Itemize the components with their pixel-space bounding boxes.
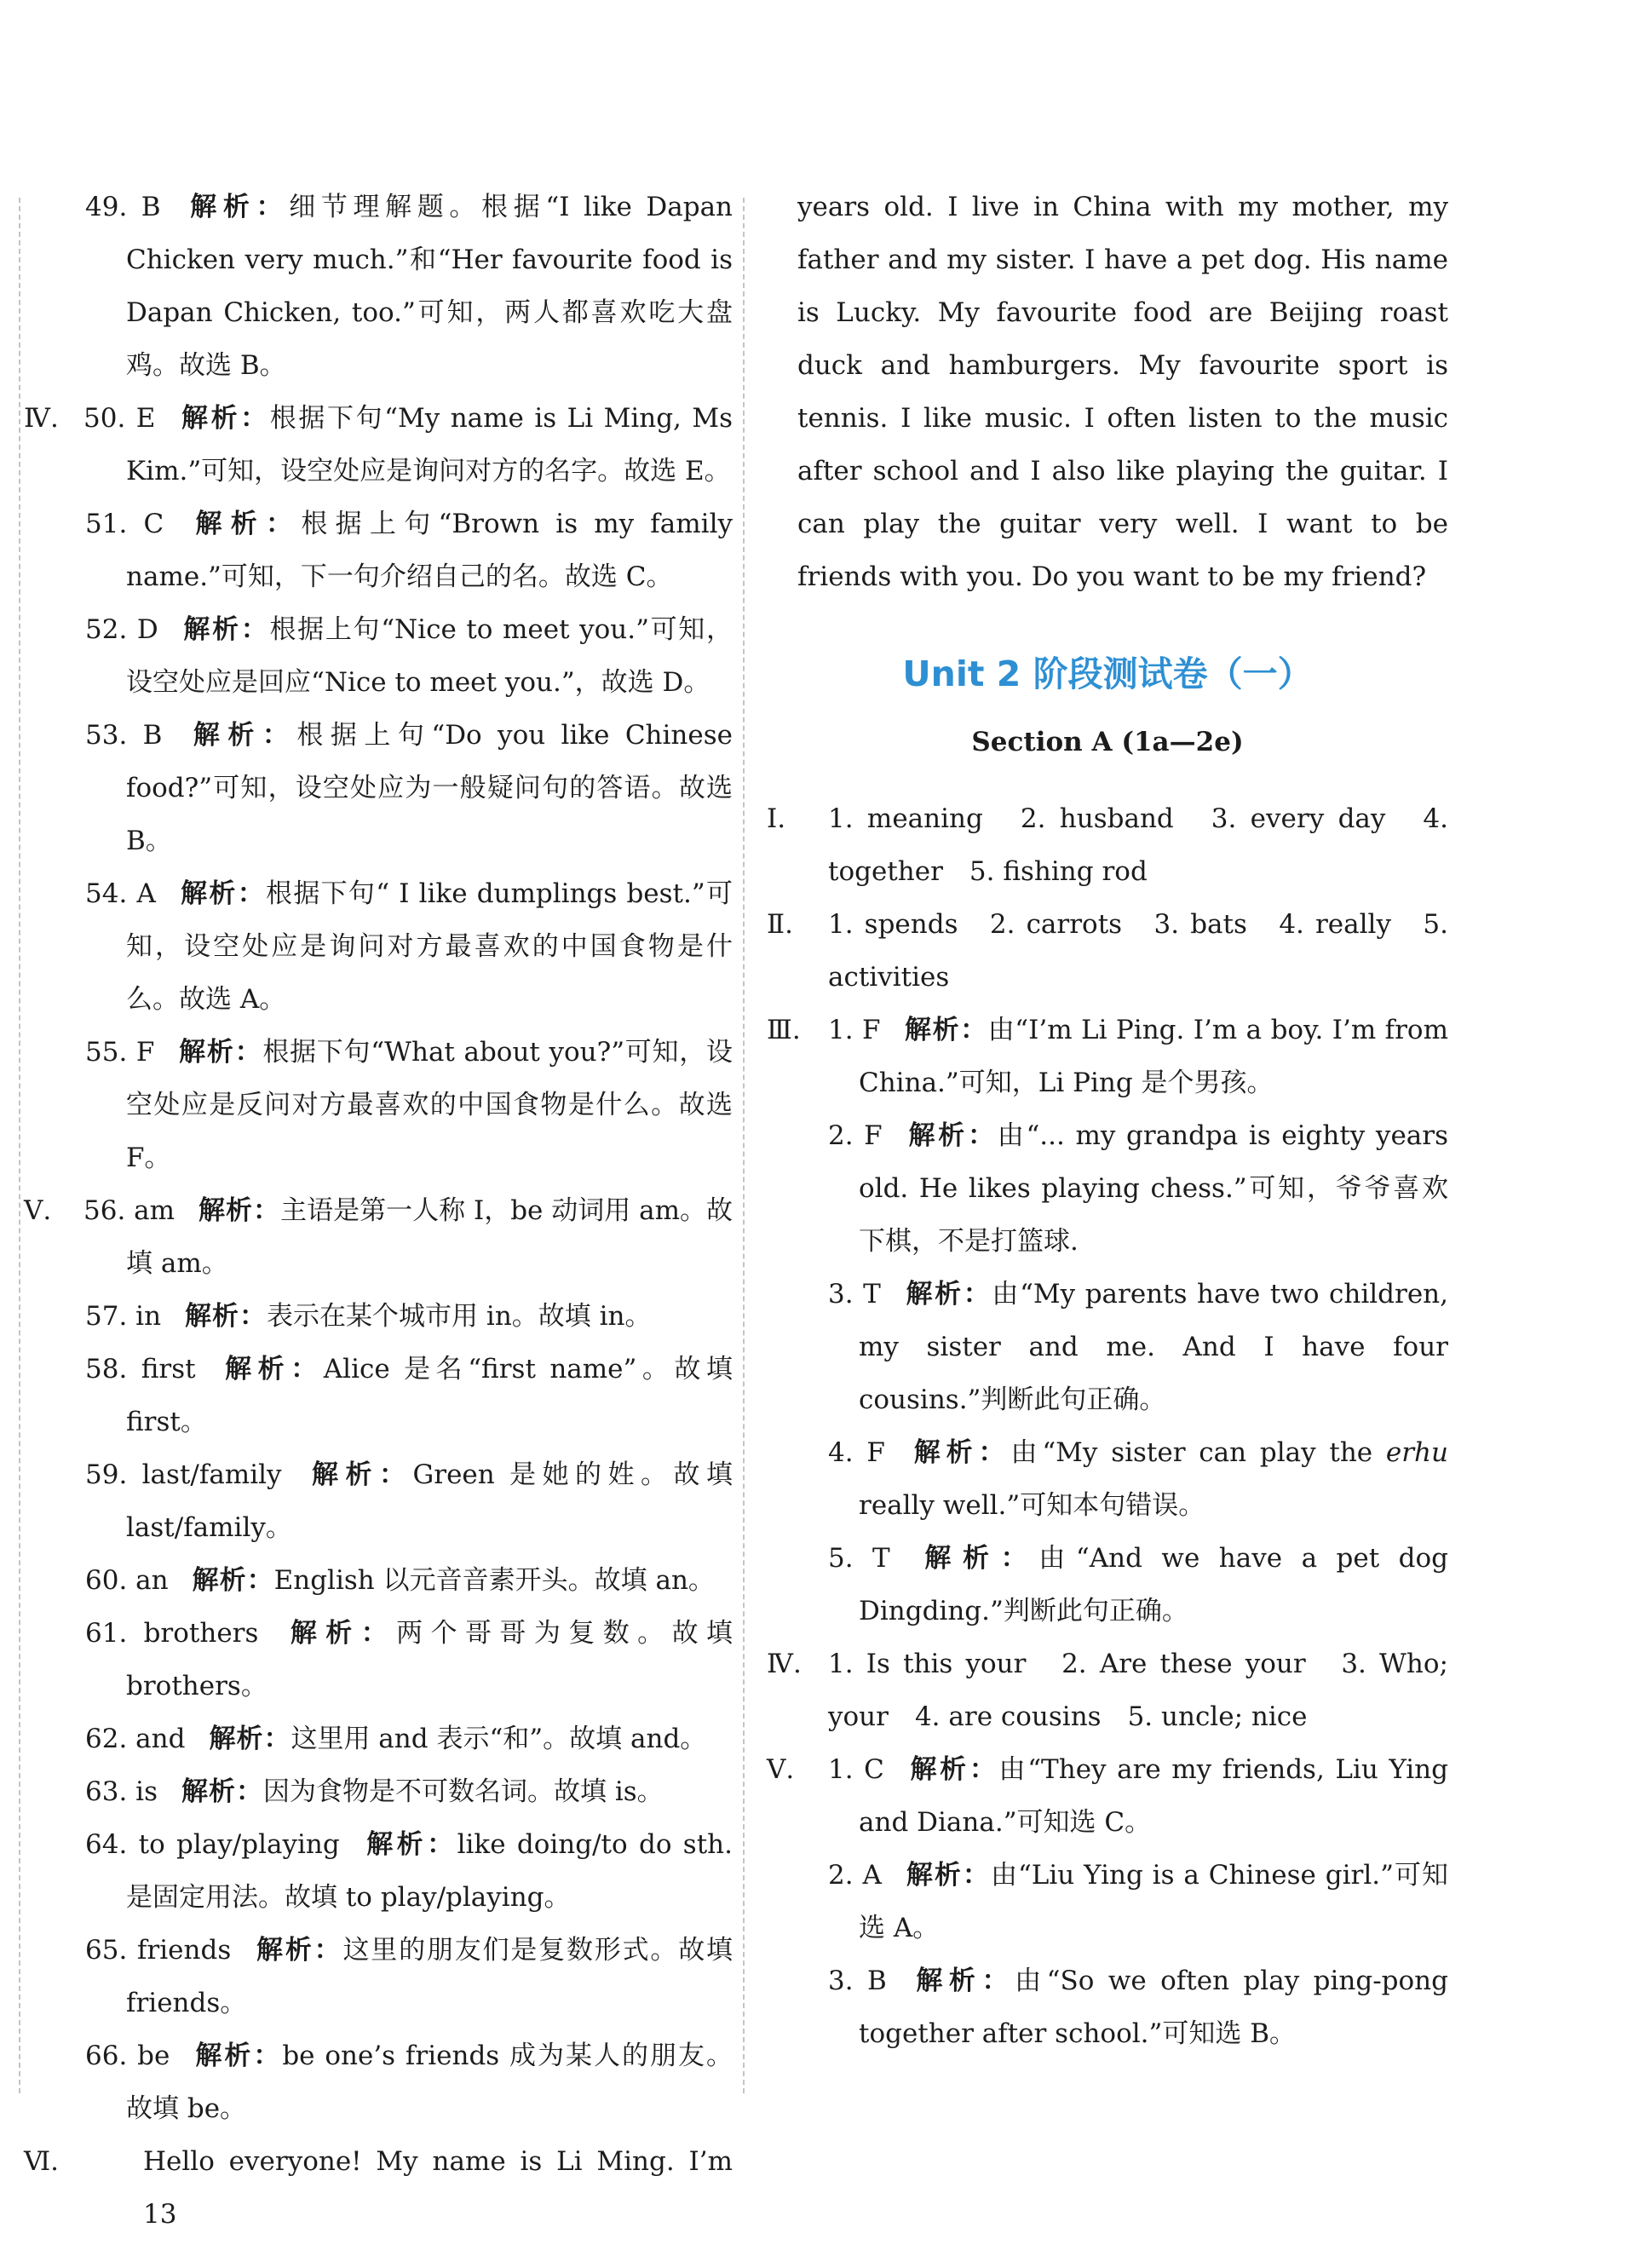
analysis-label: 解析： xyxy=(198,1195,281,1226)
analysis-label: 解析： xyxy=(181,1776,263,1807)
analysis-label: 解析： xyxy=(910,1966,1015,1996)
answer-58 xyxy=(24,1343,733,1448)
answer-66 xyxy=(24,2029,733,2135)
answers-text: 1. spends 2. carrots 3. bats 4. really 5. activities xyxy=(828,909,1448,993)
analysis-text: Alice 是名“first name”。故填 first。 xyxy=(126,1354,733,1437)
answer-65 xyxy=(24,1924,733,2029)
answer-number: 3. T xyxy=(828,1279,881,1310)
answer-56 xyxy=(24,1184,733,1290)
writing-text: Hello everyone! My name is Li Ming. I’m 13 xyxy=(143,2146,733,2230)
part-1-answers xyxy=(767,792,1448,898)
answer-number: 56. am xyxy=(83,1195,175,1226)
part-numeral: Ⅰ. xyxy=(767,803,786,834)
part-3-answer-1 xyxy=(767,1004,1448,1109)
analysis-text: 根据上句“Brown is my family name.”可知，下一句介绍自己的名。故选 C。 xyxy=(126,509,733,592)
analysis-label: 解析： xyxy=(192,1565,274,1596)
answer-number: 62. and xyxy=(85,1724,186,1754)
unit-title: Unit 2 阶段测试卷（一） xyxy=(902,653,1313,694)
analysis-text: 由“My sister can play the xyxy=(1010,1437,1386,1468)
analysis-text: 由“So we often play ping-pong together after school.”可知选 B。 xyxy=(859,1966,1448,2049)
part-3-answer-5 xyxy=(767,1532,1448,1638)
writing-text: years old. I live in China with my mother, my father and my sister. I have a pet dog. His name is Lucky. My favourite food are Beijing roast duck and hamburgers. My favourite sport is tennis. I like music. I often listen to the music after school and I also like playing the guitar. I can play the guitar very well. I want to be friends with you. Do you want to be my friend? xyxy=(797,192,1448,592)
analysis-text: 根据下句“What about you?”可知，设空处应是反问对方最喜欢的中国食物是什么。故选 F。 xyxy=(126,1037,733,1173)
answer-52 xyxy=(24,603,733,709)
part-3-answer-3 xyxy=(767,1268,1448,1426)
analysis-label: 解析： xyxy=(219,1354,324,1384)
analysis-text: 由“... my grandpa is eighty years old. He likes playing chess.”可知，爷爷喜欢下棋，不是打篮球. xyxy=(859,1120,1448,1257)
analysis-label: 解析： xyxy=(185,1301,267,1332)
analysis-label: 解析： xyxy=(255,1935,343,1966)
analysis-label: 解析： xyxy=(363,1829,457,1860)
section-title: Section A (1a—2e) xyxy=(971,727,1244,757)
answer-number: 59. last/family xyxy=(85,1459,282,1490)
analysis-text: 因为食物是不可数名词。故填 is。 xyxy=(262,1776,664,1807)
analysis-label: 解析： xyxy=(904,1279,992,1310)
left-column xyxy=(24,181,733,2241)
analysis-label: 解析： xyxy=(179,878,267,909)
analysis-text: 根据下句“My name is Li Ming, Ms Kim.”可知，设空处应是询问对方的名字。故选 E。 xyxy=(126,403,733,486)
answer-59 xyxy=(24,1448,733,1554)
answer-62 xyxy=(24,1713,733,1765)
analysis-text-end: really well.”可知本句错误。 xyxy=(859,1490,1205,1521)
answers-text: 1. Is this your 2. Are these your 3. Who; your 4. are cousins 5. uncle; nice xyxy=(828,1649,1448,1732)
part-numeral: Ⅴ. xyxy=(767,1754,795,1785)
analysis-text: 由“They are my friends, Liu Ying and Diana.”可知选 C。 xyxy=(859,1754,1448,1838)
analysis-label: 解析： xyxy=(181,614,270,645)
analysis-text: 根据上句“Nice to meet you.”可知，设空处应是回应“Nice to meet you.”，故选 D。 xyxy=(126,614,733,698)
part-3-answer-4 xyxy=(767,1426,1448,1532)
part-5-answer-3 xyxy=(767,1954,1448,2060)
part-numeral: Ⅱ. xyxy=(767,909,793,940)
writing-answer-start xyxy=(24,2135,733,2241)
part-3-answer-2 xyxy=(767,1109,1448,1268)
analysis-text: 由“Liu Ying is a Chinese girl.”可知选 A。 xyxy=(859,1860,1448,1943)
part-5-answer-1 xyxy=(767,1743,1448,1849)
answer-number: 3. B xyxy=(828,1966,887,1996)
analysis-label: 解析： xyxy=(906,1120,998,1151)
right-column xyxy=(767,181,1448,2060)
analysis-text: 两个哥哥为复数。故填 brothers。 xyxy=(126,1618,733,1701)
analysis-italic-word: erhu xyxy=(1385,1437,1448,1468)
analysis-text: 根据上句“Do you like Chinese food?”可知，设空处应为一般疑问句的答语。故选 B。 xyxy=(126,720,733,856)
analysis-text: Green 是她的姓。故填 last/family。 xyxy=(126,1459,733,1543)
answer-55 xyxy=(24,1026,733,1184)
writing-answer-continued xyxy=(767,181,1448,603)
part-4-answers xyxy=(767,1638,1448,1743)
analysis-label: 解析： xyxy=(209,1724,291,1754)
analysis-label: 解析： xyxy=(186,720,297,751)
analysis-text: be one’s friends 成为某人的朋友。故填 be。 xyxy=(126,2041,733,2124)
part-numeral: Ⅳ. xyxy=(24,403,59,434)
answer-number: 63. is xyxy=(85,1776,158,1807)
analysis-text: like doing/to do sth. 是固定用法。故填 to play/playing。 xyxy=(126,1829,733,1913)
answer-64 xyxy=(24,1818,733,1924)
analysis-label: 解析： xyxy=(178,1037,263,1068)
answer-number: 54. A xyxy=(85,878,156,909)
answer-number: 2. A xyxy=(828,1860,882,1891)
analysis-label: 解析： xyxy=(907,1754,999,1785)
column-divider-left xyxy=(19,198,20,2093)
answer-number: 51. C xyxy=(85,509,164,539)
answer-number: 60. an xyxy=(85,1565,169,1596)
analysis-label: 解析： xyxy=(913,1543,1039,1574)
answer-number: 49. B xyxy=(85,192,161,222)
part-numeral: Ⅵ. xyxy=(24,2146,60,2177)
answer-50 xyxy=(24,392,733,498)
answer-number: 1. F xyxy=(828,1015,881,1045)
answer-number: 66. be xyxy=(85,2041,170,2071)
answer-49 xyxy=(24,181,733,392)
answer-number: 52. D xyxy=(85,614,158,645)
analysis-label: 解析： xyxy=(282,1618,397,1649)
analysis-label: 解析： xyxy=(904,1015,988,1045)
analysis-text: 这里的朋友们是复数形式。故填 friends。 xyxy=(126,1935,733,2018)
analysis-label: 解析： xyxy=(905,1860,991,1891)
analysis-label: 解析： xyxy=(908,1437,1011,1468)
analysis-label: 解析： xyxy=(193,2041,283,2071)
part-numeral: Ⅴ. xyxy=(24,1195,52,1226)
answers-text: 1. meaning 2. husband 3. every day 4. together 5. fishing rod xyxy=(828,803,1448,887)
analysis-text: 主语是第一人称 I，be 动词用 am。故填 am。 xyxy=(126,1195,733,1279)
answer-number: 57. in xyxy=(85,1301,162,1332)
analysis-text: 这里用 and 表示“和”。故填 and。 xyxy=(291,1724,707,1754)
answer-53 xyxy=(24,709,733,867)
answer-number: 1. C xyxy=(828,1754,884,1785)
part-5-answer-2 xyxy=(767,1849,1448,1954)
answer-number: 2. F xyxy=(828,1120,883,1151)
analysis-text: 由“I’m Li Ping. I’m a boy. I’m from China.”可知，Li Ping 是个男孩。 xyxy=(859,1015,1448,1098)
analysis-label: 解析： xyxy=(305,1459,413,1490)
analysis-label: 解析： xyxy=(187,509,302,539)
column-divider-middle xyxy=(743,198,745,2093)
answer-number: 58. first xyxy=(85,1354,196,1384)
answer-57 xyxy=(24,1290,733,1343)
answer-number: 55. F xyxy=(85,1037,155,1068)
answer-number: 5. T xyxy=(828,1543,890,1574)
analysis-text: 由“My parents have two children, my sister and me. And I have four cousins.”判断此句正确。 xyxy=(859,1279,1449,1415)
part-numeral: Ⅳ. xyxy=(767,1649,802,1679)
analysis-label: 解析： xyxy=(184,192,290,222)
analysis-label: 解析： xyxy=(179,403,270,434)
part-2-answers xyxy=(767,898,1448,1004)
answer-number: 50. E xyxy=(83,403,156,434)
answer-number: 65. friends xyxy=(85,1935,232,1966)
analysis-text: English 以元音音素开头。故填 an。 xyxy=(273,1565,715,1596)
analysis-text: 表示在某个城市用 in。故填 in。 xyxy=(267,1301,652,1332)
answer-number: 64. to play/playing xyxy=(85,1829,340,1860)
answer-number: 4. F xyxy=(828,1437,885,1468)
answer-54 xyxy=(24,867,733,1026)
answer-61 xyxy=(24,1607,733,1713)
analysis-text: 根据下句“ I like dumplings best.”可知，设空处应是询问对方最喜欢的中国食物是什么。故选 A。 xyxy=(126,878,733,1015)
answer-number: 53. B xyxy=(85,720,163,751)
answer-51 xyxy=(24,498,733,603)
answer-60 xyxy=(24,1554,733,1607)
answer-63 xyxy=(24,1765,733,1818)
answer-number: 61. brothers xyxy=(85,1618,259,1649)
analysis-text: 细节理解题。根据“I like Dapan Chicken very much.”和“Her favourite food is Dapan Chicken, too.”可知，两人都喜欢吃大盘鸡。故选 B。 xyxy=(126,192,733,381)
part-numeral: Ⅲ. xyxy=(767,1015,801,1045)
analysis-text: 由“And we have a pet dog Dingding.”判断此句正确。 xyxy=(859,1543,1449,1626)
